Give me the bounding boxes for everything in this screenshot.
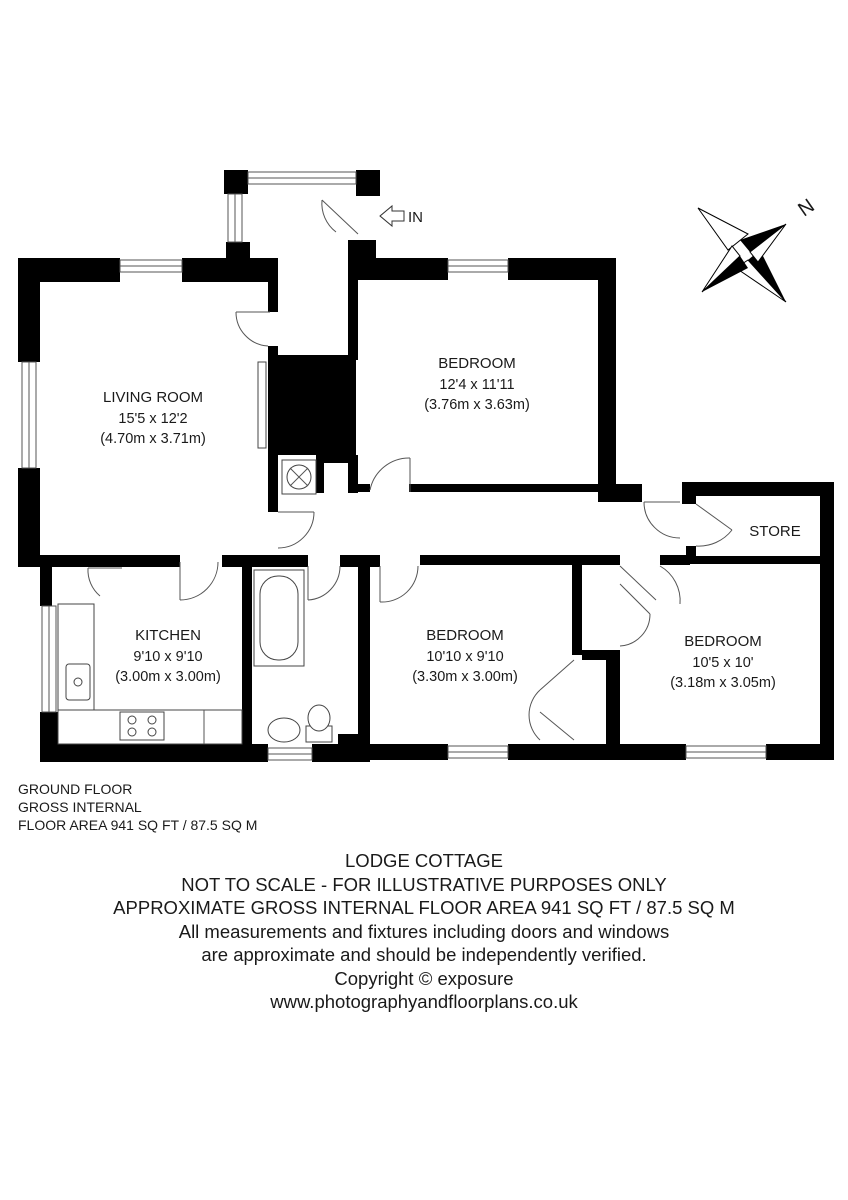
room-bedroom-2 <box>412 627 518 685</box>
floor-area-value: FLOOR AREA 941 SQ FT / 87.5 SQ M <box>18 817 258 833</box>
room-dimensions-metric: (3.18m x 3.05m) <box>670 675 776 691</box>
room-kitchen <box>115 627 221 685</box>
compass-rose-icon <box>698 195 819 302</box>
room-store <box>749 523 800 540</box>
room-dimensions-metric: (3.00m x 3.00m) <box>115 669 221 685</box>
property-title: LODGE COTTAGE <box>345 850 503 871</box>
room-dimensions-metric: (4.70m x 3.71m) <box>100 431 206 447</box>
room-dimensions-imperial: 10'10 x 9'10 <box>426 649 504 665</box>
room-bedroom-1 <box>424 355 530 413</box>
entrance-arrow-icon <box>380 206 404 226</box>
room-bedroom-3 <box>670 633 776 691</box>
footer-notes <box>0 849 848 1014</box>
website-link[interactable]: www.photographyandfloorplans.co.uk <box>270 991 578 1012</box>
measurement-disclaimer-1: All measurements and fixtures including doors and windows <box>178 920 670 942</box>
room-dimensions-metric: (3.76m x 3.63m) <box>424 397 530 413</box>
room-dimensions-imperial: 9'10 x 9'10 <box>133 649 203 665</box>
room-name: BEDROOM <box>438 355 516 372</box>
room-name: BEDROOM <box>426 627 504 644</box>
room-name: STORE <box>749 523 801 540</box>
room-name: LIVING ROOM <box>102 389 204 406</box>
room-dimensions-imperial: 15'5 x 12'2 <box>118 411 188 427</box>
room-living <box>100 389 206 447</box>
floor-level: GROUND FLOOR <box>18 781 133 797</box>
total-floor-area: APPROXIMATE GROSS INTERNAL FLOOR AREA 941 SQ FT / 87.5 SQ M <box>113 897 735 918</box>
room-dimensions-metric: (3.30m x 3.00m) <box>412 669 518 685</box>
measurement-disclaimer-2: are approximate and should be independently verified. <box>201 944 647 965</box>
room-dimensions-imperial: 12'4 x 11'11 <box>439 377 515 393</box>
floor-info <box>18 780 257 834</box>
room-dimensions-imperial: 10'5 x 10' <box>692 655 754 671</box>
copyright: Copyright © exposure <box>334 967 514 989</box>
scale-disclaimer: NOT TO SCALE - FOR ILLUSTRATIVE PURPOSES ONLY <box>181 873 667 895</box>
floor-area-type: GROSS INTERNAL <box>18 799 142 815</box>
entrance-label: IN <box>408 209 423 226</box>
room-name: KITCHEN <box>135 627 201 644</box>
room-name: BEDROOM <box>684 633 762 650</box>
north-label: N <box>794 194 819 222</box>
